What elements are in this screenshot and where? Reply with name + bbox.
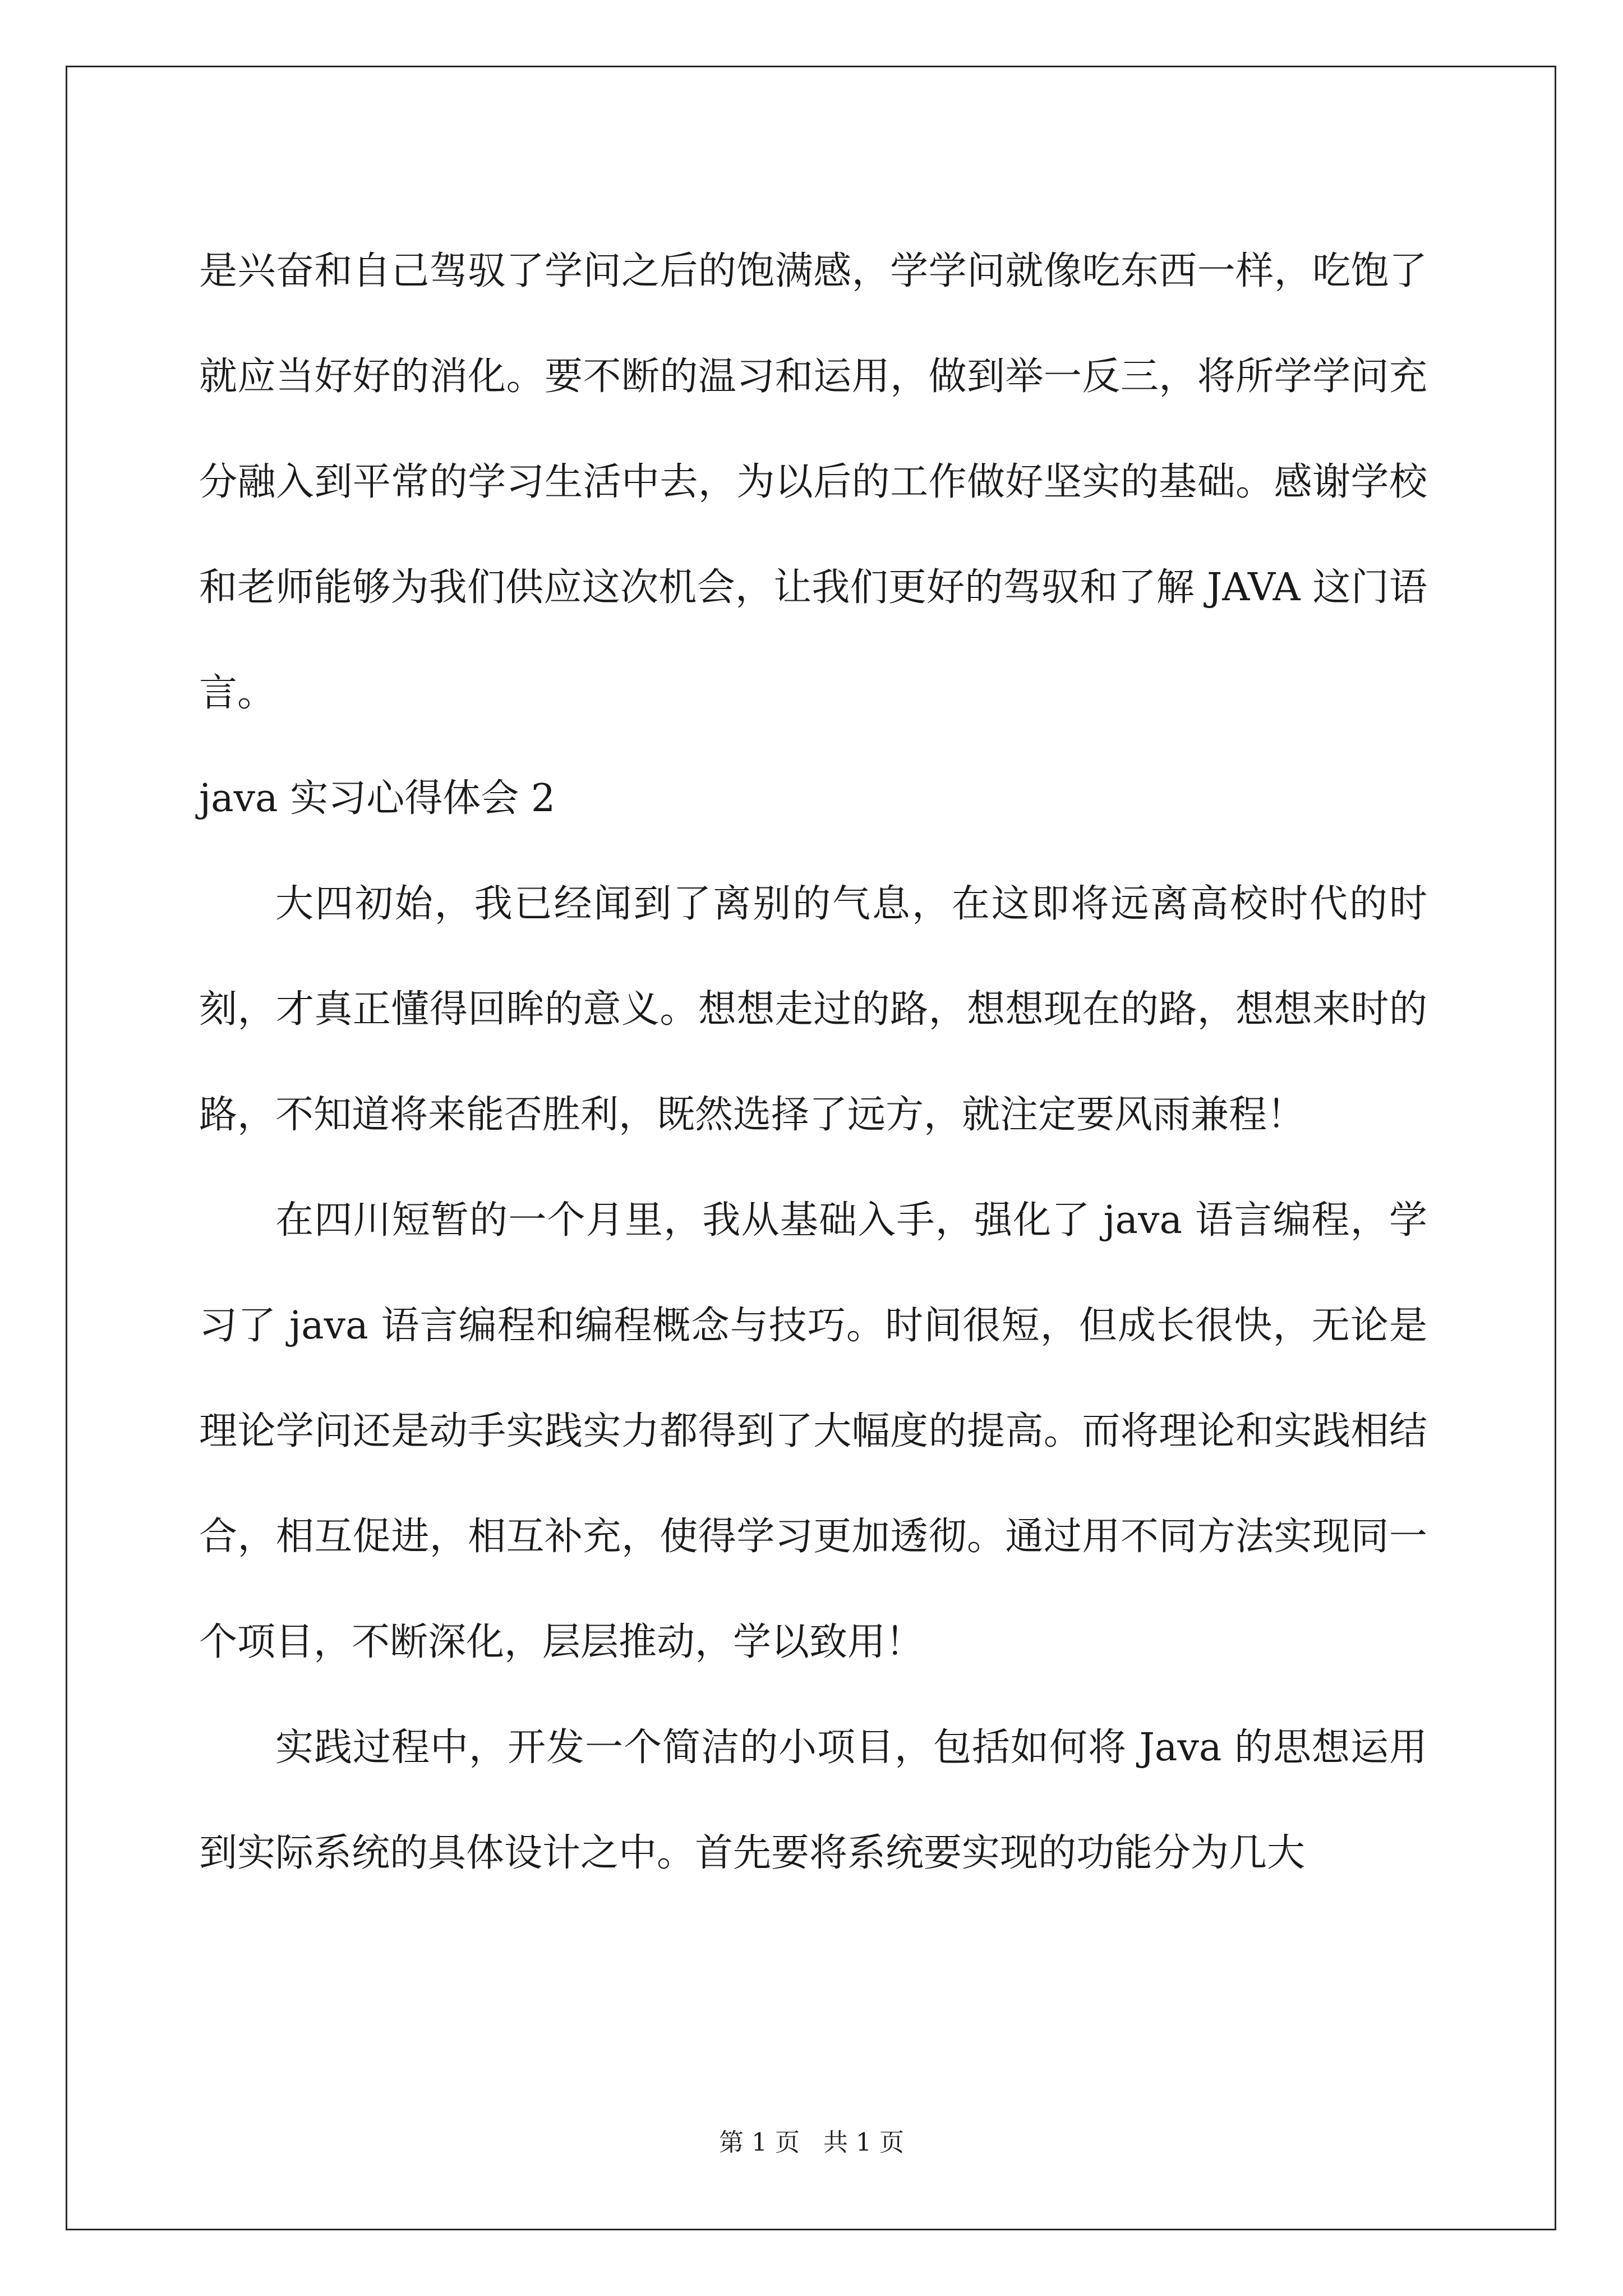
page-total: 共 1 页	[823, 2128, 904, 2157]
paragraph: 在四川短暂的一个月里，我从基础入手，强化了 java 语言编程，学习了 java 语言编程和编程概念与技巧。时间很短，但成长很快，无论是理论学问还是动手实践实力都得到了大幅度的提高。而将理论和实践相结合，相互促进，相互补充，使得学习更加透彻。通过用不同方法实现同一个项目，不断深化，层层推动，学以致用！	[199, 1198, 1427, 1664]
paragraph-continuation: 是兴奋和自己驾驭了学问之后的饱满感，学学问就像吃东西一样，吃饱了就应当好好的消化。要不断的温习和运用，做到举一反三，将所学学问充分融入到平常的学习生活中去，为以后的工作做好坚实的基础。感谢学校和老师能够为我们供应这次机会，让我们更好的驾驭和了解 JAVA 这门语言。	[199, 249, 1427, 715]
page-number: 第 1 页	[719, 2128, 800, 2157]
section-heading: java 实习心得体会 2	[199, 776, 556, 821]
document-body	[199, 219, 1427, 1906]
paragraph: 大四初始，我已经闻到了离别的气息，在这即将远离高校时代的时刻，才真正懂得回眸的意义。想想走过的路，想想现在的路，想想来时的路，不知道将来能否胜利，既然选择了远方，就注定要风雨兼程！	[199, 882, 1427, 1137]
paragraph: 实践过程中，开发一个简洁的小项目，包括如何将 Java 的思想运用到实际系统的具体设计之中。首先要将系统要实现的功能分为几大	[199, 1726, 1427, 1875]
page-footer	[0, 2126, 1623, 2160]
